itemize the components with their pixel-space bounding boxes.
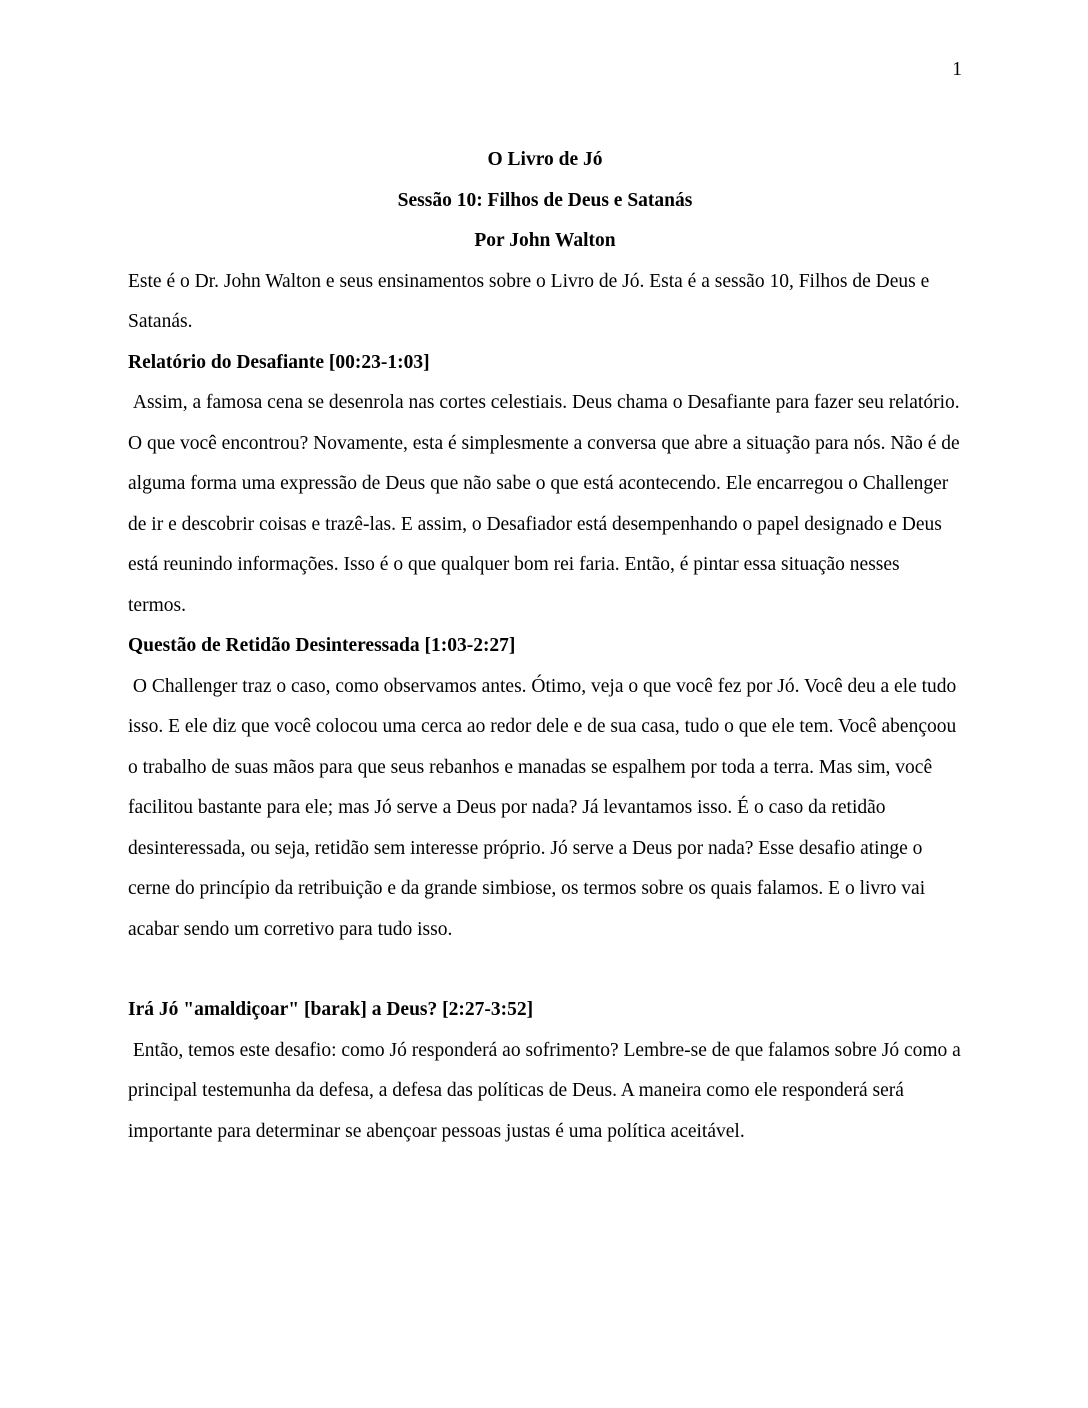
- section-will-job-curse: [128, 990, 966, 1152]
- section-paragraph: Então, temos este desafio: como Jó responderá ao sofrimento? Lembre-se de que falamos sobre Jó como a principal testemunha da defesa, a defesa das políticas de Deus. A maneira como ele responderá será importante para determinar se abençoar pessoas justas é uma política aceitável.: [128, 1039, 966, 1142]
- page-number: 1: [952, 59, 962, 80]
- section-disinterested-righteousness: [128, 626, 962, 950]
- doc-subtitle: Sessão 10: Filhos de Deus e Satanás: [397, 189, 693, 211]
- doc-title: O Livro de Jó: [487, 149, 603, 170]
- section-paragraph: O Challenger traz o caso, como observamos antes. Ótimo, veja o que você fez por Jó. Você deu a ele tudo isso. E ele diz que você colocou uma cerca ao redor dele e de sua casa, tudo o que ele tem. Você abençoou o trabalho de suas mãos para que seus rebanhos e manadas se espalhem por toda a terra. Mas sim, você facilitou bastante para ele; mas Jó serve a Deus por nada? Já levantamos isso. É o caso da retidão desinteressada, ou seja, retidão sem interesse próprio. Jó serve a Deus por nada? Esse desafio atinge o cerne do princípio da retribuição e da grande simbiose, os termos sobre os quais falamos. E o livro vai acabar sendo um corretivo para tudo isso.: [128, 675, 962, 940]
- section-heading: Irá Jó "amaldiçoar" [barak] a Deus? [2:27-3:52]: [128, 999, 534, 1020]
- section-paragraph: Assim, a famosa cena se desenrola nas cortes celestiais. Deus chama o Desafiante para fazer seu relatório. O que você encontrou? Novamente, esta é simplesmente a conversa que abre a situação para nós. Não é de alguma forma uma expressão de Deus que não sabe o que está acontecendo. Ele encarregou o Challenger de ir e descobrir coisas e trazê-las. E assim, o Desafiador está desempenhando o papel designado e Deus está reunindo informações. Isso é o que qualquer bom rei faria. Então, é pintar essa situação nesses termos.: [128, 392, 965, 616]
- section-heading: Relatório do Desafiante [00:23-1:03]: [128, 351, 430, 373]
- title-block: [128, 140, 962, 262]
- intro-paragraph: Este é o Dr. John Walton e seus ensinamentos sobre o Livro de Jó. Esta é a sessão 10, Filhos de Deus e Satanás.: [128, 270, 935, 332]
- section-challenger-report: [128, 343, 965, 627]
- section-heading: Questão de Retidão Desinteressada [1:03-2:27]: [128, 635, 516, 656]
- doc-author: Por John Walton: [474, 230, 616, 251]
